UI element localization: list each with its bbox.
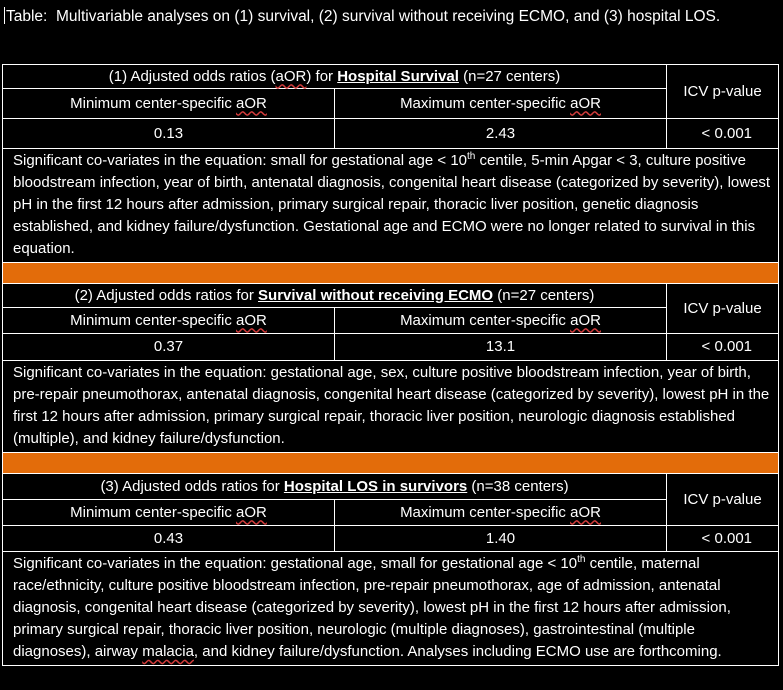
section-3-title-row	[3, 474, 779, 500]
text-cursor	[4, 7, 5, 24]
multivariable-table	[2, 64, 779, 666]
section-3-header-row	[3, 500, 779, 526]
section-1-title-row	[3, 65, 779, 89]
separator-1	[3, 263, 779, 284]
table-caption	[4, 6, 764, 28]
section-2-min-value: 0.37	[3, 334, 335, 361]
section-3-icv-header: ICV p-value	[667, 474, 779, 526]
section-2-max-header: Maximum center-specific aOR	[335, 308, 667, 334]
section-1-note: Significant co-variates in the equation: small for gestational age < 10th centile, 5-min Apgar < 3, culture positive bloodstream infection, year of birth, antenatal diagnosis, congenital heart disease (categorized by severity), lowest pH in the first 12 hours after admission, primary surgical repair, thoracic liver position, genetic diagnosis established, and kidney failure/dysfunction. Gestational age and ECMO were no longer related to survival in this equation.	[3, 149, 779, 263]
separator-2	[3, 453, 779, 474]
section-3-value-row	[3, 526, 779, 552]
section-2-note: Significant co-variates in the equation: gestational age, sex, culture positive bloodstream infection, year of birth, pre-repair pneumothorax, antenatal diagnosis, congenital heart disease (categorized by severity), lowest pH in the first 12 hours after admission, primary surgical repair, thoracic liver position, neurologic diagnosis established (multiple), and kidney failure/dysfunction.	[3, 361, 779, 453]
section-1-p-value: < 0.001	[667, 119, 779, 149]
section-1-icv-header: ICV p-value	[667, 65, 779, 119]
section-1-note-row	[3, 149, 779, 263]
section-2-note-row	[3, 361, 779, 453]
section-1-value-row	[3, 119, 779, 149]
section-3-min-header: Minimum center-specific aOR	[3, 500, 335, 526]
section-3-note-row	[3, 552, 779, 666]
section-3-note: Significant co-variates in the equation: gestational age, small for gestational age < 10th centile, maternal race/ethnicity, culture positive bloodstream infection, pre-repair pneumothorax, age of admission, antenatal diagnosis, congenital heart disease (categorized by severity), lowest pH in the first 12 hours after admission, primary surgical repair, thoracic liver position, neurologic (multiple diagnoses), gastrointestinal (multiple diagnoses), airway malacia, and kidney failure/dysfunction. Analyses including ECMO use are forthcoming.	[3, 552, 779, 666]
section-1-title: (1) Adjusted odds ratios (aOR) for Hospital Survival (n=27 centers)	[3, 65, 667, 89]
section-3-title: (3) Adjusted odds ratios for Hospital LOS in survivors (n=38 centers)	[3, 474, 667, 500]
caption-text: Multivariable analyses on (1) survival, (2) survival without receiving ECMO, and (3) hospital LOS.	[56, 8, 721, 25]
section-2-title: (2) Adjusted odds ratios for Survival without receiving ECMO (n=27 centers)	[3, 284, 667, 308]
section-2-header-row	[3, 308, 779, 334]
section-1-max-value: 2.43	[335, 119, 667, 149]
section-3-p-value: < 0.001	[667, 526, 779, 552]
section-2-value-row	[3, 334, 779, 361]
section-1-header-row	[3, 89, 779, 119]
section-2-p-value: < 0.001	[667, 334, 779, 361]
section-1-max-header: Maximum center-specific aOR	[335, 89, 667, 119]
caption-label: Table:	[6, 8, 48, 25]
section-2-title-row	[3, 284, 779, 308]
section-1-min-value: 0.13	[3, 119, 335, 149]
section-1-min-header: Minimum center-specific aOR	[3, 89, 335, 119]
section-3-max-value: 1.40	[335, 526, 667, 552]
section-2-max-value: 13.1	[335, 334, 667, 361]
section-2-min-header: Minimum center-specific aOR	[3, 308, 335, 334]
section-3-max-header: Maximum center-specific aOR	[335, 500, 667, 526]
section-2-icv-header: ICV p-value	[667, 284, 779, 334]
section-3-min-value: 0.43	[3, 526, 335, 552]
